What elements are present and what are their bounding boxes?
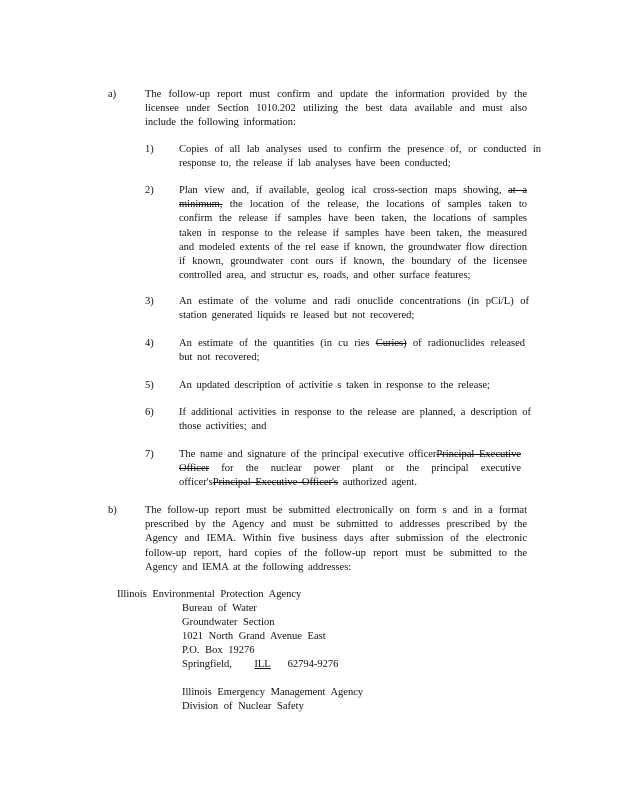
item-7-deleted-text-2: Principal Executive Officer's bbox=[212, 477, 339, 489]
address-1-city: Springfield, bbox=[182, 659, 232, 670]
address-1-city-line bbox=[182, 658, 338, 672]
item-5-number: 5) bbox=[145, 380, 154, 391]
section-a-text: The follow-up report must confirm and update the information provided by the licensee under Section 1010.202 utilizing the best data available and must also include the following information: bbox=[145, 89, 527, 129]
item-6-number: 6) bbox=[145, 407, 154, 418]
item-4-text-end: of radionuclides released but not recovered; bbox=[179, 338, 525, 364]
section-a-label: a) bbox=[108, 89, 117, 100]
item-1-text: Copies of all lab analyses used to confirm the presence of, or conducted in response to, the release if lab analyses have been conducted; bbox=[179, 144, 541, 170]
item-6-text: If additional activities in response to the release are planned, a description of those activities; and bbox=[179, 407, 531, 433]
item-3-text: An estimate of the volume and radi onuclide concentrations (in pCi/L) of station generated liquids re leased but not recovered; bbox=[179, 296, 529, 322]
item-1-number: 1) bbox=[145, 144, 154, 155]
item-2-text-start: Plan view and, if available, geolog ical cross-section maps showing, bbox=[179, 185, 502, 196]
address-2-agency: Illinois Emergency Management Agency bbox=[182, 687, 364, 698]
item-2-text bbox=[179, 184, 527, 283]
section-b-text: The follow-up report must be submitted electronically on form s and in a format prescribed by the Agency and must be submitted to addresses prescribed by the Agency and IEMA. Within five business days after submission of the electronic follow-up report, hard copies of the follow-up report must be submitted to the Agency and IEMA at the following addresses: bbox=[145, 505, 527, 573]
item-7-text-end: authorized agent. bbox=[342, 477, 417, 489]
item-7-text-start: The name and signature of the principal executive officer bbox=[179, 449, 437, 460]
item-5-text: An updated description of activitie s taken in response to the release; bbox=[179, 380, 490, 391]
address-1-agency: Illinois Environmental Protection Agency bbox=[117, 589, 302, 600]
address-1-street: 1021 North Grand Avenue East bbox=[182, 631, 326, 642]
address-1-section: Groundwater Section bbox=[182, 617, 275, 628]
item-2-number: 2) bbox=[145, 185, 154, 196]
item-2-text-end: the location of the release, the locations of samples taken to confirm the release if samples have been taken, the locations of samples taken in response to the release if samples have been taken, the measured and modeled extents of the rel ease if known, the groundwater flow direction if known, groundwater cont ours if known, the boundary of the licensee controlled area, and structur es, roads, and other surface features; bbox=[179, 199, 527, 282]
item-7-text bbox=[179, 448, 521, 491]
address-2-division: Division of Nuclear Safety bbox=[182, 701, 304, 712]
item-4-number: 4) bbox=[145, 338, 154, 349]
item-3-number: 3) bbox=[145, 296, 154, 307]
address-1-zip: 62794-9276 bbox=[287, 659, 339, 670]
item-4-text-start: An estimate of the quantities (in cu ries bbox=[179, 338, 370, 349]
item-4-deleted-text: Curies) bbox=[375, 338, 407, 349]
item-2-deleted-text: at a minimum, bbox=[179, 185, 527, 211]
item-7-text-middle: for the nuclear power plant or the principal executive officer's bbox=[179, 463, 521, 489]
item-7-deleted-text: Principal Executive Officer bbox=[179, 449, 521, 475]
address-1-state: ILL bbox=[254, 659, 271, 670]
section-b-label: b) bbox=[108, 505, 117, 516]
address-1-pobox: P.O. Box 19276 bbox=[182, 645, 255, 656]
address-1-bureau: Bureau of Water bbox=[182, 603, 257, 614]
item-4-text bbox=[179, 337, 525, 365]
item-7-number: 7) bbox=[145, 449, 154, 460]
